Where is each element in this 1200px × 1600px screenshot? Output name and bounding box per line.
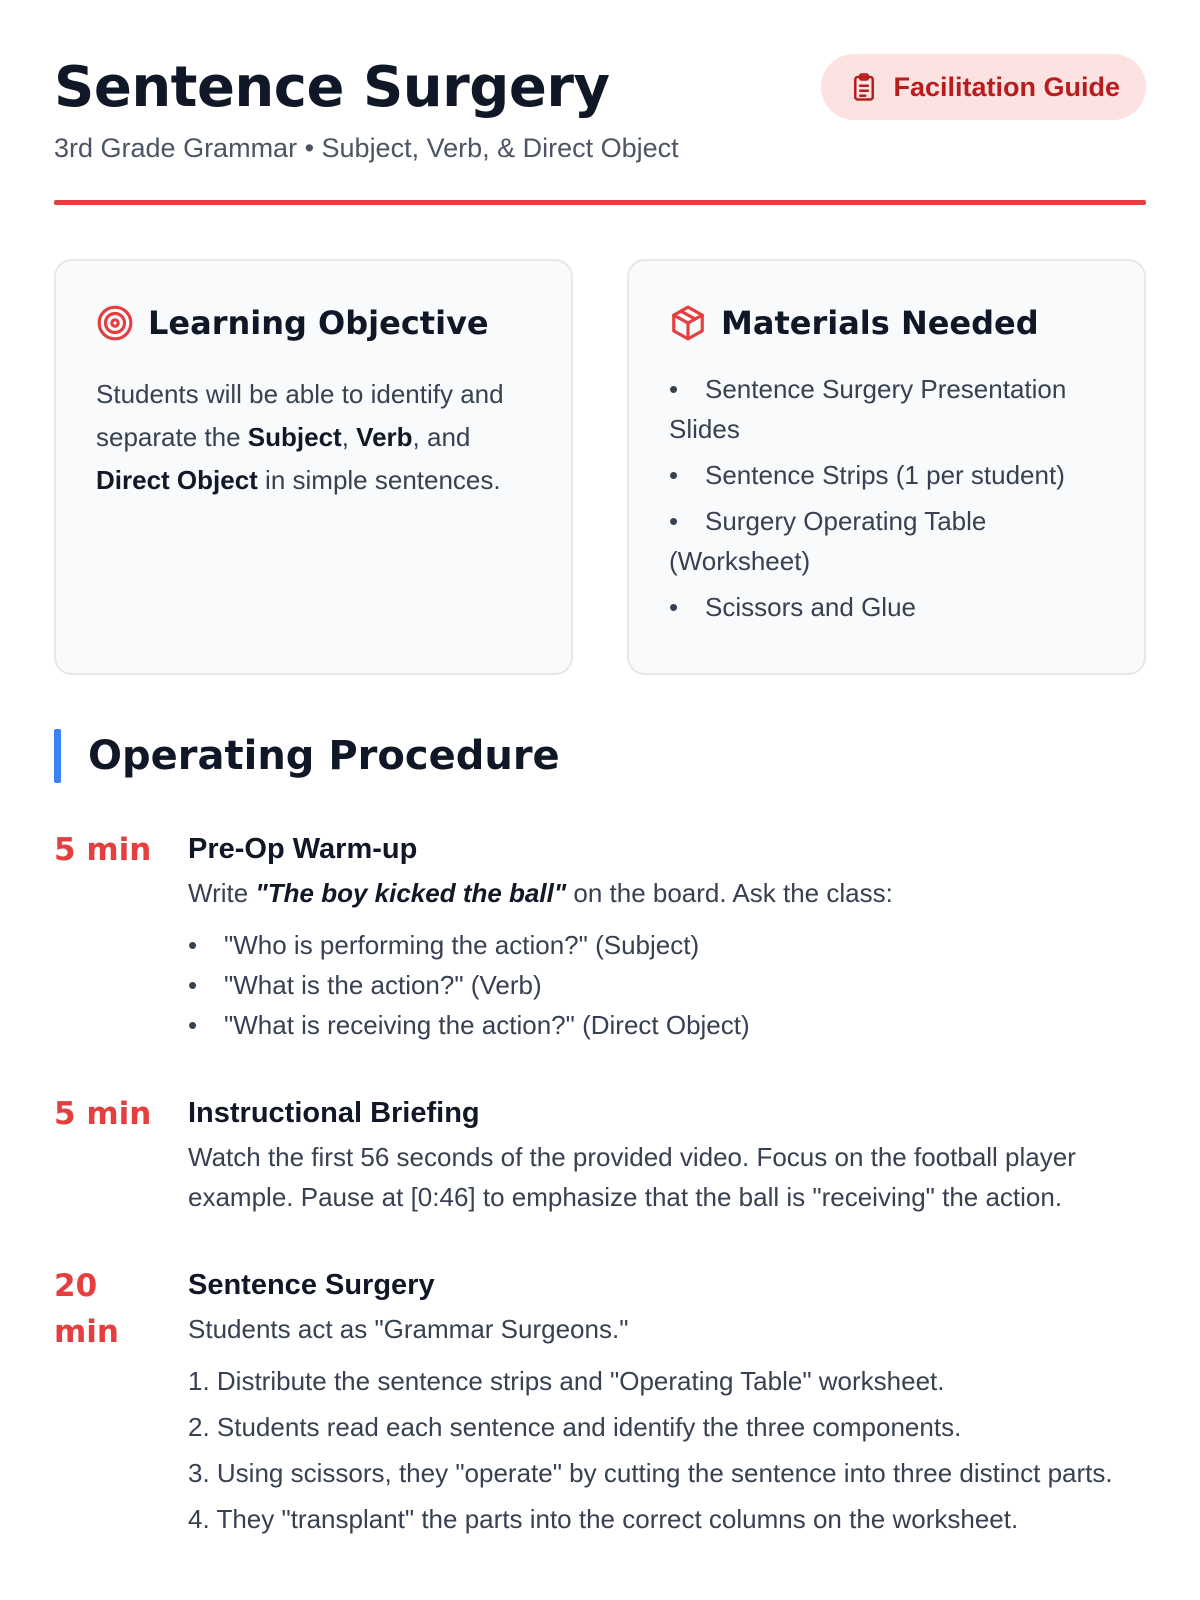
step-title: Instructional Briefing — [188, 1097, 480, 1129]
procedure-steps — [54, 827, 1146, 1545]
step-time: 5 min — [54, 1096, 152, 1132]
objective-text-part: Students will be able to identify and separate the — [96, 379, 504, 452]
list-item: 2. Students read each sentence and identify the three components. — [188, 1412, 962, 1442]
numbered-steps — [188, 1361, 1146, 1539]
step-briefing — [54, 1091, 1146, 1217]
question-list — [188, 925, 1146, 1045]
step-description-part: Write — [188, 878, 256, 908]
list-item: 1. Distribute the sentence strips and "Operating Table" worksheet. — [188, 1366, 945, 1396]
list-item: • "What is receiving the action?" (Direct Object) — [188, 1005, 1146, 1045]
list-item: • Sentence Surgery Presentation Slides — [669, 369, 1104, 449]
step-sentence-surgery — [54, 1263, 1146, 1545]
learning-objective-text — [96, 373, 531, 502]
step-description — [188, 873, 1146, 913]
list-item: • Surgery Operating Table (Worksheet) — [669, 501, 1104, 581]
page-subtitle: 3rd Grade Grammar • Subject, Verb, & Direct Object — [54, 133, 679, 163]
step-content — [188, 827, 1146, 1045]
clipboard-icon — [849, 72, 879, 102]
materials-card — [627, 259, 1146, 675]
learning-objective-header — [96, 301, 531, 345]
learning-objective-card — [54, 259, 573, 675]
step-time: 20 min — [54, 1268, 119, 1350]
step-content — [188, 1091, 1146, 1217]
step-description: Watch the first 56 seconds of the provided video. Focus on the football player example. Pause at [0:46] to emphasize that the ball is "receiving" the action. — [188, 1142, 1076, 1212]
list-item: • Sentence Strips (1 per student) — [669, 455, 1104, 495]
procedure-section-header — [54, 729, 1146, 783]
info-cards — [54, 259, 1146, 675]
step-title: Pre-Op Warm-up — [188, 833, 418, 865]
page-title: Sentence Surgery — [54, 55, 610, 120]
package-icon — [669, 304, 707, 342]
objective-text-part: , and — [412, 422, 471, 452]
list-item: 4. They "transplant" the parts into the correct columns on the worksheet. — [188, 1504, 1019, 1534]
page-header — [54, 0, 1146, 205]
list-item: • "What is the action?" (Verb) — [188, 965, 1146, 1005]
list-item: • Scissors and Glue — [669, 587, 1104, 627]
materials-title: Materials Needed — [721, 304, 1039, 342]
step-description-part: on the board. Ask the class: — [566, 878, 893, 908]
step-title: Sentence Surgery — [188, 1269, 435, 1301]
materials-list — [669, 369, 1104, 627]
step-content — [188, 1263, 1146, 1545]
objective-text-part: , — [341, 422, 357, 452]
procedure-title: Operating Procedure — [88, 733, 560, 779]
target-icon — [96, 304, 134, 342]
step-description: Students act as "Grammar Surgeons." — [188, 1314, 629, 1344]
list-item: • "Who is performing the action?" (Subject) — [188, 925, 1146, 965]
facilitation-guide-label: Facilitation Guide — [893, 71, 1120, 102]
example-sentence: "The boy kicked the ball" — [255, 878, 567, 908]
step-time: 5 min — [54, 832, 152, 868]
objective-direct-object-term: Direct Object — [96, 465, 258, 495]
objective-verb-term: Verb — [356, 422, 413, 452]
step-warm-up — [54, 827, 1146, 1045]
learning-objective-title: Learning Objective — [148, 304, 489, 342]
materials-header — [669, 301, 1104, 345]
objective-subject-term: Subject — [247, 422, 342, 452]
section-accent-bar — [54, 729, 61, 783]
facilitation-guide-button[interactable] — [821, 54, 1146, 120]
header-divider — [54, 200, 1146, 205]
objective-text-part: in simple sentences. — [257, 465, 501, 495]
list-item: 3. Using scissors, they "operate" by cutting the sentence into three distinct parts. — [188, 1458, 1113, 1488]
